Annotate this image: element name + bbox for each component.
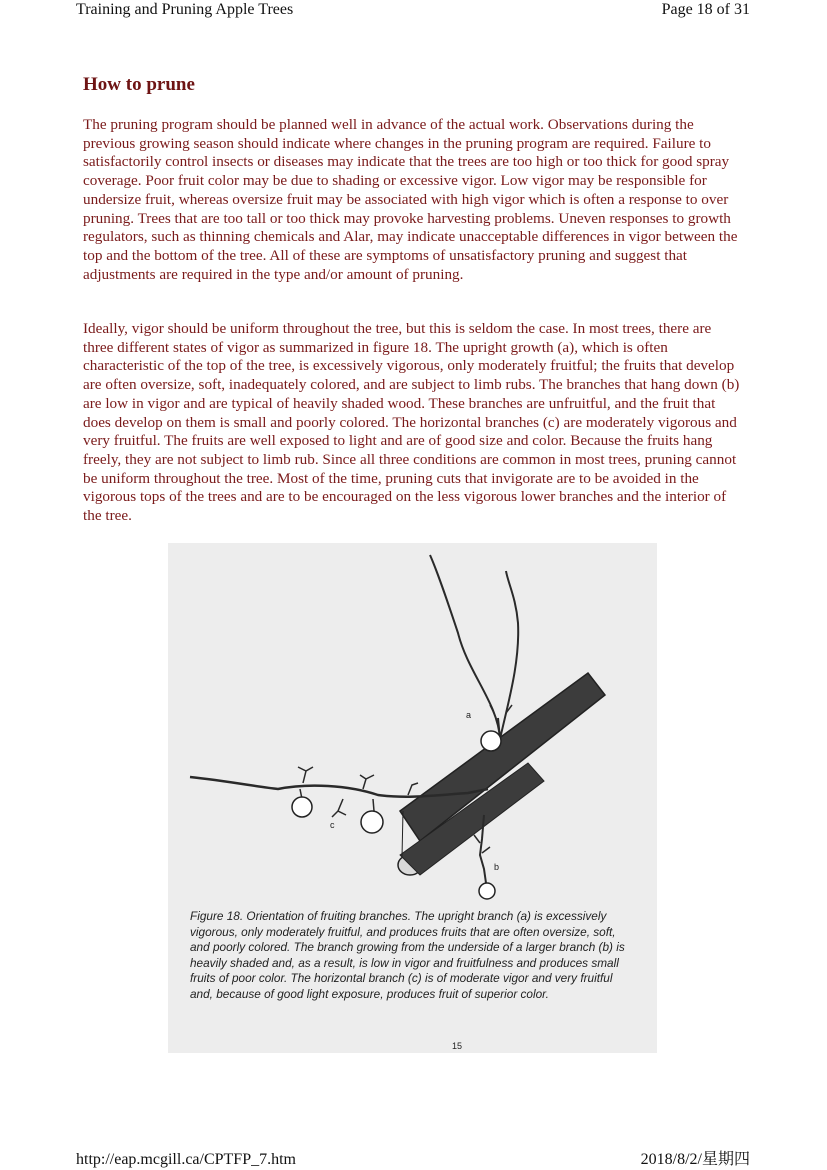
- fruit-c1: [292, 797, 312, 817]
- figure-page-number: 15: [452, 1041, 463, 1051]
- section-title: How to prune: [83, 74, 195, 95]
- fruit-b: [479, 883, 495, 899]
- upright-branch-a: [430, 555, 518, 739]
- label-c: c: [330, 820, 335, 830]
- paragraph-vigor: Ideally, vigor should be uniform throughout the tree, but this is seldom the case. In most trees, there are three different states of vigor as summarized in figure 18. The upright growth (a), which is often characteristic of the top of the tree, is excessively vigorous, only moderately fruitful; the fruits that develop are often oversize, soft, inadequately colored, and are subject to limb rubs. The branches that hang down (b) are low in vigor and are typical of heavily shaded wood. These branches are unfruitful, and the fruit that does develop on them is small and poorly colored. The horizontal branches (c) are moderately vigorous and very fruitful. The fruits are well exposed to light and are of good size and color. Because the fruits hang freely, they are not subject to limb rub. Since all three conditions are common in most trees, pruning cannot be uniform throughout the tree. Most of the time, pruning cuts that invigorate are to be avoided in the vigorous tops of the trees and are to be encouraged on the less vigorous lower branches and the interior of the tree.: [83, 320, 740, 525]
- header-page-number: Page 18 of 31: [661, 1, 750, 18]
- header-title: Training and Pruning Apple Trees: [76, 1, 294, 18]
- footer-url: http://eap.mcgill.ca/CPTFP_7.htm: [76, 1151, 296, 1168]
- fruit-c2: [361, 811, 383, 833]
- label-b: b: [494, 862, 500, 872]
- fruit-a: [481, 731, 501, 751]
- paragraph-pruning-program: The pruning program should be planned well in advance of the actual work. Observations during the previous growing season should indicate where changes in the pruning program are required. Failure to satisfactorily control insects or diseases may indicate that the trees are too high or too thick for good spray coverage. Poor fruit color may be due to shading or excessive vigor. Low vigor may be responsible for undersize fruit, whereas oversize fruit may be associated with high vigor which is often a response to over pruning. Trees that are too tall or too thick may provoke harvesting problems. Uneven responses to growth regulators, such as thinning chemicals and Alar, may indicate unacceptable differences in vigor between the top and the bottom of the tree. All of these are symptoms of unsatisfactory pruning and suggest that adjustments are required in the type and/or amount of pruning.: [83, 116, 738, 283]
- main-limb: [400, 673, 605, 841]
- figure-18: [168, 543, 657, 1053]
- label-a: a: [466, 710, 472, 720]
- footer-date: 2018/8/2/星期四: [640, 1151, 750, 1168]
- figure-caption: Figure 18. Orientation of fruiting branches. The upright branch (a) is excessively vigorous, only moderately fruitful, and produces fruits that are often oversize, soft, and poorly colored. The branch growing from the underside of a larger branch (b) is heavily shaded and, as a result, is low in vigor and fruitfulness and produces small fruits of poor color. The horizontal branch (c) is of moderate vigor and very fruitful and, because of good light exposure, produces fruit of superior color.: [190, 909, 625, 1001]
